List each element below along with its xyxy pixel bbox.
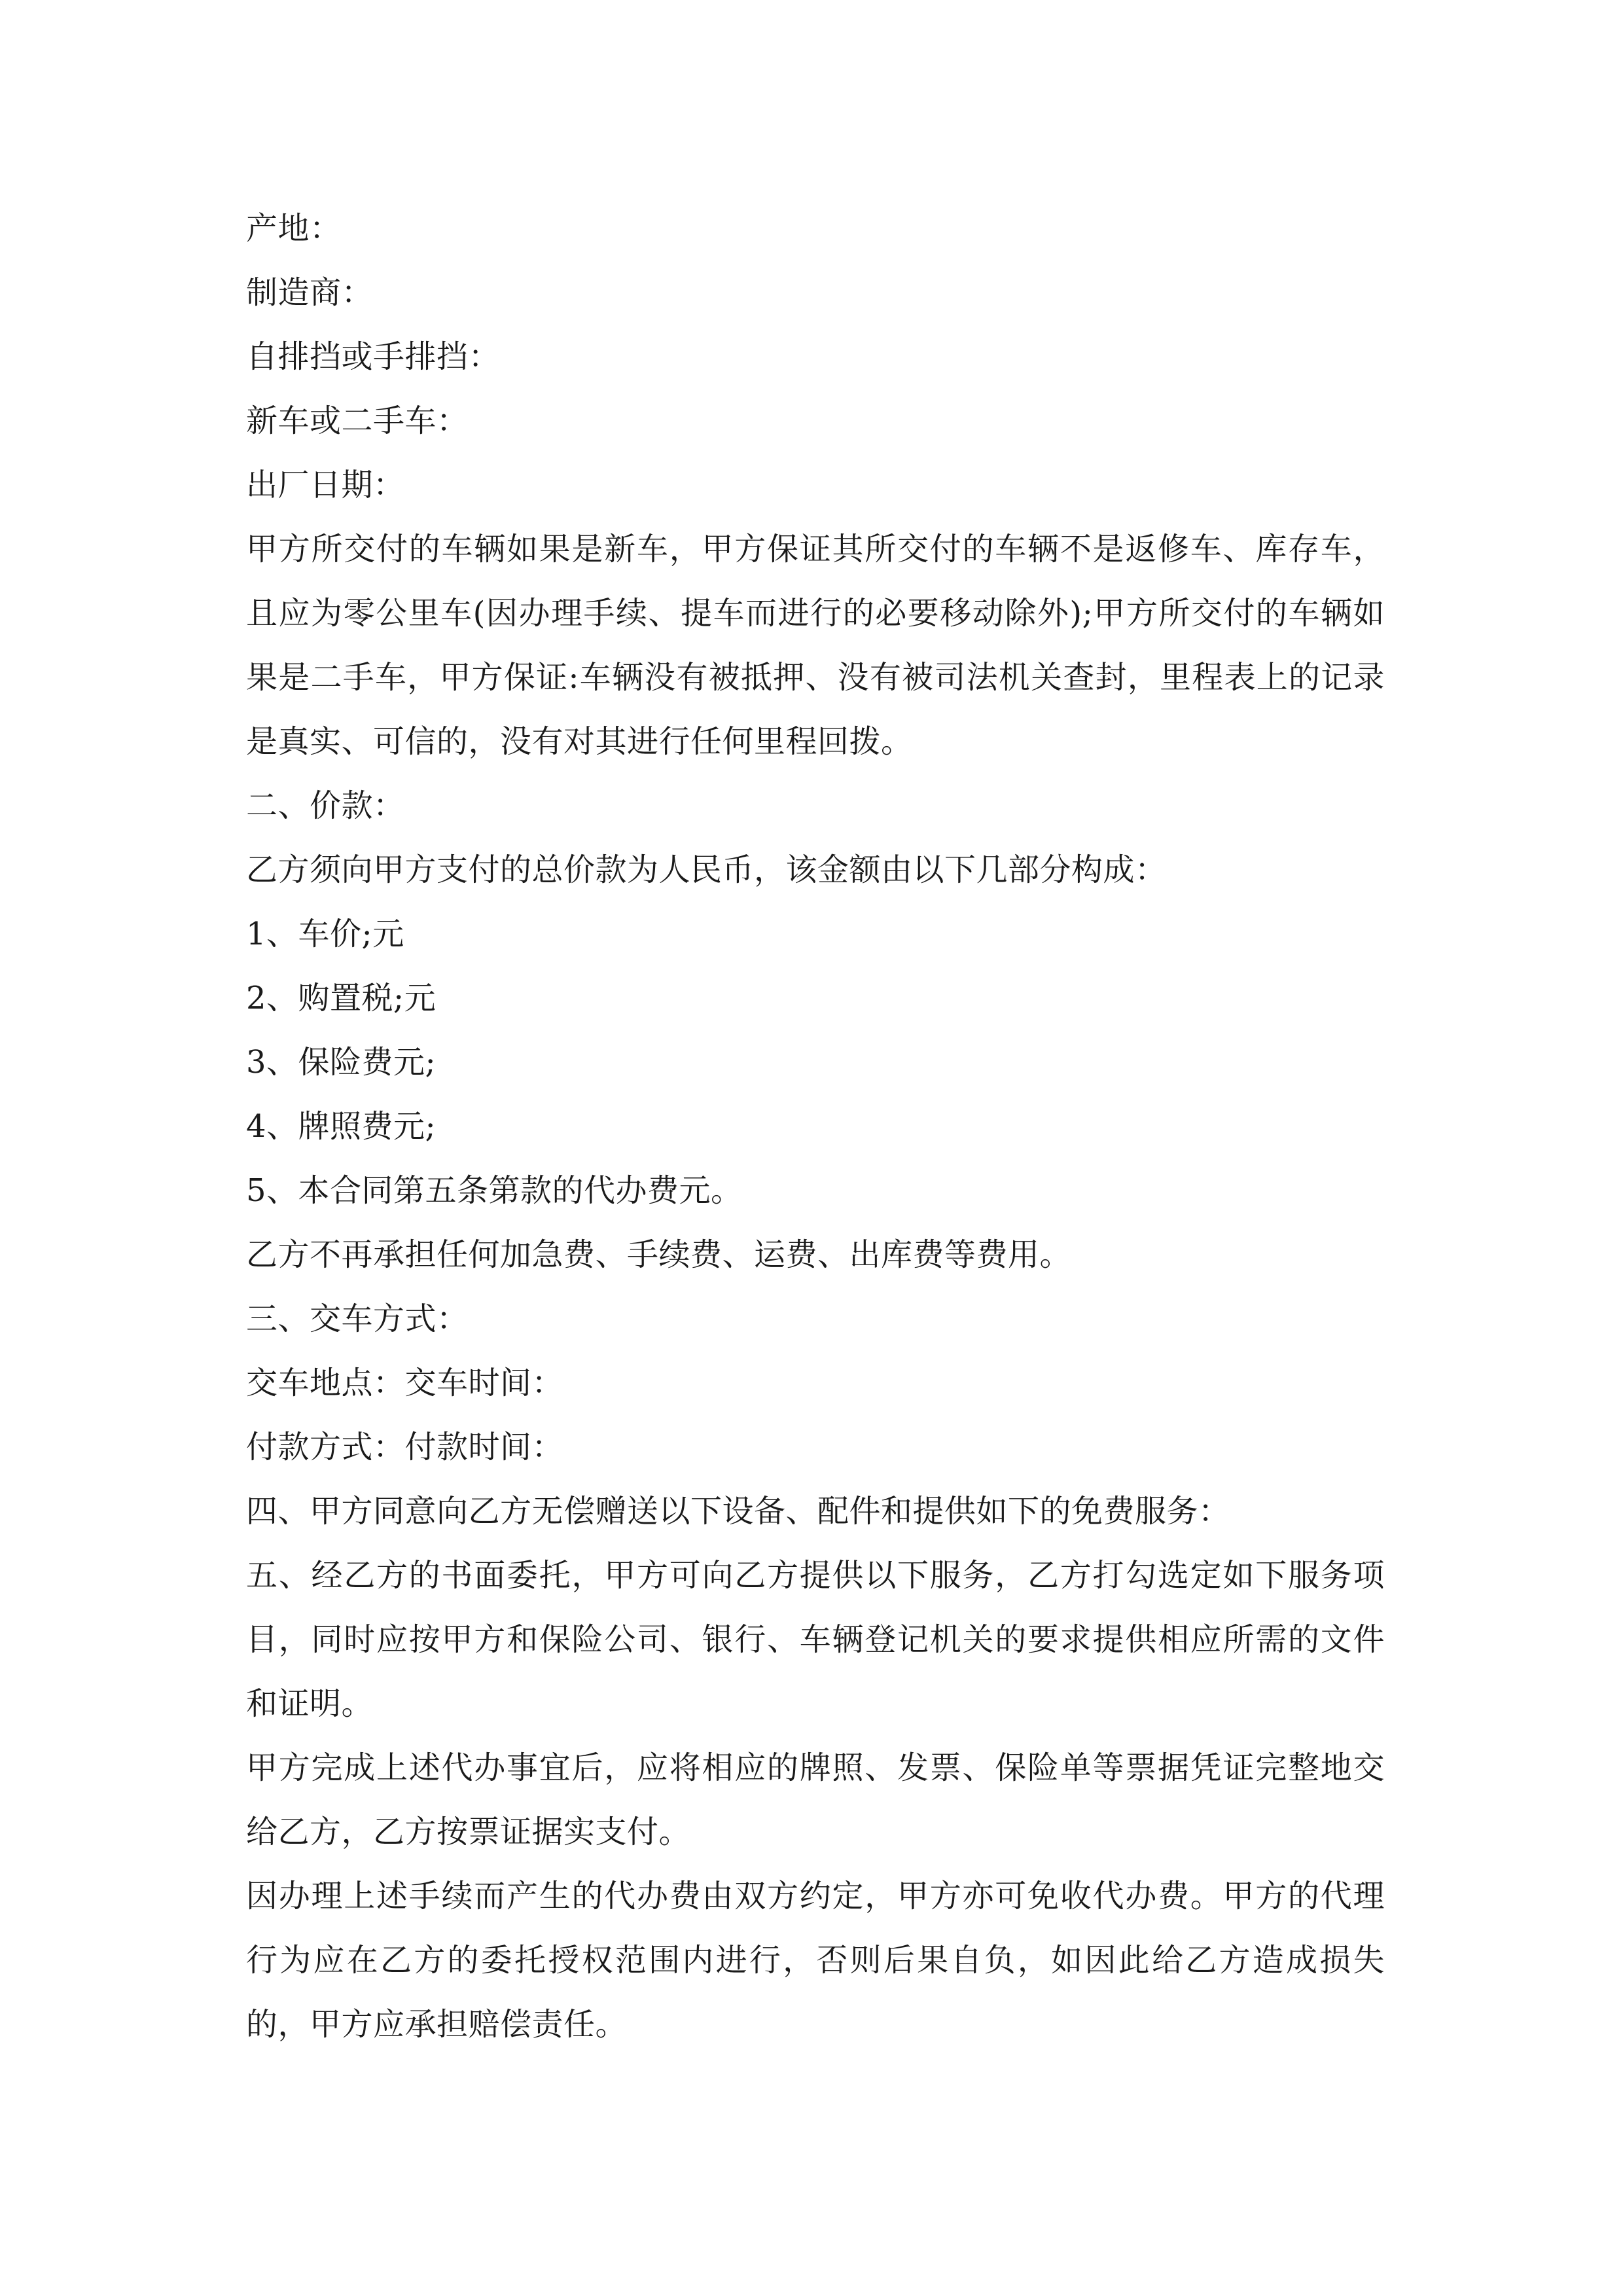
price-item-car: 1、车价;元 [246, 916, 404, 952]
field-new-or-used: 新车或二手车： [246, 403, 469, 439]
paragraph-agency-fee: 因办理上述手续而产生的代办费由双方约定，甲方亦可免收代办费。甲方的代理行为应在乙方的委托授权范围内进行，否则后果自负，如因此给乙方造成损失的，甲方应承担赔偿责任。 [246, 1878, 1385, 2043]
no-extra-fees: 乙方不再承担任何加急费、手续费、运费、出库费等费用。 [246, 1236, 1072, 1273]
price-item-purchase-tax: 2、购置税;元 [246, 980, 437, 1016]
price-item-agency-fee: 5、本合同第五条第款的代办费元。 [246, 1172, 743, 1209]
section-agency-services: 五、经乙方的书面委托，甲方可向乙方提供以下服务，乙方打勾选定如下服务项目，同时应按甲方和保险公司、银行、车辆登记机关的要求提供相应所需的文件和证明。 [246, 1557, 1385, 1722]
payment-method-time: 付款方式：付款时间： [246, 1429, 564, 1465]
paragraph-documents-handover: 甲方完成上述代办事宜后，应将相应的牌照、发票、保险单等票据凭证完整地交给乙方，乙方按票证据实支付。 [246, 1749, 1385, 1850]
price-intro: 乙方须向甲方支付的总价款为人民币，该金额由以下几部分构成： [246, 852, 1167, 888]
price-item-license: 4、牌照费元; [246, 1108, 437, 1145]
field-origin: 产地： [246, 210, 342, 247]
delivery-place-time: 交车地点：交车时间： [246, 1365, 564, 1401]
section-title-delivery: 三、交车方式： [246, 1300, 469, 1337]
field-manufacturer: 制造商： [246, 274, 374, 311]
document-body [246, 196, 1385, 2056]
price-item-insurance: 3、保险费元; [246, 1044, 437, 1081]
field-production-date: 出厂日期： [246, 467, 405, 503]
section-free-services: 四、甲方同意向乙方无偿赠送以下设备、配件和提供如下的免费服务： [246, 1493, 1230, 1530]
paragraph-vehicle-guarantee: 甲方所交付的车辆如果是新车，甲方保证其所交付的车辆不是返修车、库存车，且应为零公里车(因办理手续、提车而进行的必要移动除外);甲方所交付的车辆如果是二手车，甲方保证:车辆没有被抵押、没有被司法机关查封，里程表上的记录是真实、可信的，没有对其进行任何里程回拨。 [246, 531, 1385, 760]
field-transmission: 自排挡或手排挡： [246, 338, 501, 375]
section-title-price: 二、价款： [246, 787, 405, 824]
